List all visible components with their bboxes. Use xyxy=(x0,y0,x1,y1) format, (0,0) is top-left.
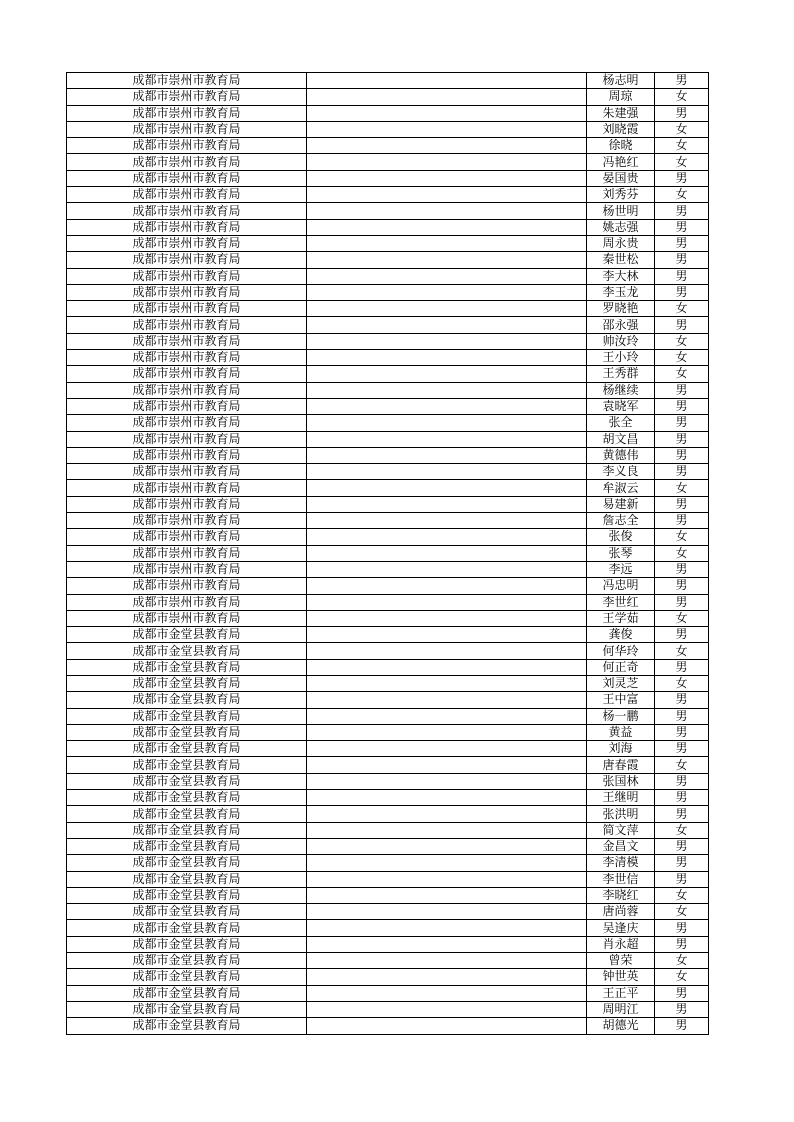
name-cell: 姚志强 xyxy=(587,219,655,235)
unit-cell: 成都市崇州市教育局 xyxy=(67,415,307,431)
unit-cell: 成都市崇州市教育局 xyxy=(67,578,307,594)
table-row xyxy=(67,170,709,186)
gender-cell: 男 xyxy=(655,773,709,789)
gender-cell: 女 xyxy=(655,154,709,170)
blank-cell xyxy=(307,252,587,268)
blank-cell xyxy=(307,317,587,333)
gender-cell: 女 xyxy=(655,529,709,545)
gender-cell: 女 xyxy=(655,138,709,154)
table-row xyxy=(67,121,709,137)
name-cell: 李玉龙 xyxy=(587,284,655,300)
gender-cell: 女 xyxy=(655,121,709,137)
table-row xyxy=(67,659,709,675)
name-cell: 周永贵 xyxy=(587,235,655,251)
table-row xyxy=(67,627,709,643)
gender-cell: 男 xyxy=(655,317,709,333)
table-row xyxy=(67,73,709,89)
table-row xyxy=(67,790,709,806)
gender-cell: 女 xyxy=(655,643,709,659)
gender-cell: 女 xyxy=(655,480,709,496)
blank-cell xyxy=(307,920,587,936)
name-cell: 张全 xyxy=(587,415,655,431)
blank-cell xyxy=(307,659,587,675)
table-row xyxy=(67,757,709,773)
table-row xyxy=(67,855,709,871)
gender-cell: 女 xyxy=(655,969,709,985)
blank-cell xyxy=(307,708,587,724)
unit-cell: 成都市金堂县教育局 xyxy=(67,741,307,757)
name-cell: 周明江 xyxy=(587,1001,655,1017)
table-row xyxy=(67,447,709,463)
table-row xyxy=(67,887,709,903)
table-row xyxy=(67,333,709,349)
blank-cell xyxy=(307,219,587,235)
unit-cell: 成都市崇州市教育局 xyxy=(67,89,307,105)
name-cell: 张俊 xyxy=(587,529,655,545)
blank-cell xyxy=(307,871,587,887)
blank-cell xyxy=(307,887,587,903)
unit-cell: 成都市金堂县教育局 xyxy=(67,920,307,936)
name-cell: 王中富 xyxy=(587,692,655,708)
name-cell: 黄德伟 xyxy=(587,447,655,463)
blank-cell xyxy=(307,953,587,969)
name-cell: 李远 xyxy=(587,561,655,577)
name-cell: 杨继续 xyxy=(587,382,655,398)
unit-cell: 成都市崇州市教育局 xyxy=(67,480,307,496)
name-cell: 王学茹 xyxy=(587,610,655,626)
unit-cell: 成都市金堂县教育局 xyxy=(67,757,307,773)
table-row xyxy=(67,398,709,414)
blank-cell xyxy=(307,838,587,854)
gender-cell: 女 xyxy=(655,822,709,838)
unit-cell: 成都市崇州市教育局 xyxy=(67,170,307,186)
unit-cell: 成都市金堂县教育局 xyxy=(67,708,307,724)
gender-cell: 男 xyxy=(655,170,709,186)
unit-cell: 成都市崇州市教育局 xyxy=(67,610,307,626)
table-row xyxy=(67,643,709,659)
blank-cell xyxy=(307,545,587,561)
blank-cell xyxy=(307,203,587,219)
blank-cell xyxy=(307,643,587,659)
table-row xyxy=(67,904,709,920)
gender-cell: 男 xyxy=(655,920,709,936)
name-cell: 刘灵芝 xyxy=(587,675,655,691)
name-cell: 黄益 xyxy=(587,724,655,740)
name-cell: 袁晓军 xyxy=(587,398,655,414)
unit-cell: 成都市崇州市教育局 xyxy=(67,268,307,284)
blank-cell xyxy=(307,1018,587,1034)
blank-cell xyxy=(307,806,587,822)
blank-cell xyxy=(307,936,587,952)
table-row xyxy=(67,561,709,577)
name-cell: 晏国贵 xyxy=(587,170,655,186)
name-cell: 杨志明 xyxy=(587,73,655,89)
table-row xyxy=(67,382,709,398)
gender-cell: 男 xyxy=(655,73,709,89)
name-cell: 金昌文 xyxy=(587,838,655,854)
gender-cell: 男 xyxy=(655,741,709,757)
name-cell: 唐尚蓉 xyxy=(587,904,655,920)
gender-cell: 男 xyxy=(655,447,709,463)
table-row xyxy=(67,138,709,154)
gender-cell: 女 xyxy=(655,953,709,969)
blank-cell xyxy=(307,561,587,577)
name-cell: 刘晓霞 xyxy=(587,121,655,137)
name-cell: 杨一鹏 xyxy=(587,708,655,724)
unit-cell: 成都市崇州市教育局 xyxy=(67,447,307,463)
unit-cell: 成都市金堂县教育局 xyxy=(67,936,307,952)
unit-cell: 成都市崇州市教育局 xyxy=(67,382,307,398)
name-cell: 周琼 xyxy=(587,89,655,105)
table-row xyxy=(67,936,709,952)
blank-cell xyxy=(307,692,587,708)
gender-cell: 男 xyxy=(655,513,709,529)
blank-cell xyxy=(307,366,587,382)
unit-cell: 成都市崇州市教育局 xyxy=(67,73,307,89)
gender-cell: 男 xyxy=(655,284,709,300)
table-row xyxy=(67,284,709,300)
unit-cell: 成都市崇州市教育局 xyxy=(67,219,307,235)
name-cell: 牟淑云 xyxy=(587,480,655,496)
name-cell: 王秀群 xyxy=(587,366,655,382)
name-cell: 唐春霞 xyxy=(587,757,655,773)
gender-cell: 男 xyxy=(655,561,709,577)
blank-cell xyxy=(307,594,587,610)
blank-cell xyxy=(307,138,587,154)
blank-cell xyxy=(307,301,587,317)
unit-cell: 成都市金堂县教育局 xyxy=(67,855,307,871)
blank-cell xyxy=(307,675,587,691)
gender-cell: 男 xyxy=(655,398,709,414)
roster-body xyxy=(67,73,709,1035)
blank-cell xyxy=(307,121,587,137)
table-row xyxy=(67,838,709,854)
name-cell: 李世信 xyxy=(587,871,655,887)
unit-cell: 成都市金堂县教育局 xyxy=(67,871,307,887)
unit-cell: 成都市金堂县教育局 xyxy=(67,806,307,822)
gender-cell: 男 xyxy=(655,708,709,724)
name-cell: 李晓红 xyxy=(587,887,655,903)
table-row xyxy=(67,317,709,333)
unit-cell: 成都市崇州市教育局 xyxy=(67,235,307,251)
blank-cell xyxy=(307,431,587,447)
unit-cell: 成都市金堂县教育局 xyxy=(67,1001,307,1017)
name-cell: 刘秀芬 xyxy=(587,187,655,203)
unit-cell: 成都市崇州市教育局 xyxy=(67,545,307,561)
blank-cell xyxy=(307,154,587,170)
unit-cell: 成都市金堂县教育局 xyxy=(67,887,307,903)
unit-cell: 成都市崇州市教育局 xyxy=(67,366,307,382)
blank-cell xyxy=(307,985,587,1001)
blank-cell xyxy=(307,480,587,496)
blank-cell xyxy=(307,89,587,105)
unit-cell: 成都市崇州市教育局 xyxy=(67,464,307,480)
name-cell: 王正平 xyxy=(587,985,655,1001)
table-row xyxy=(67,708,709,724)
gender-cell: 男 xyxy=(655,871,709,887)
table-row xyxy=(67,219,709,235)
name-cell: 张洪明 xyxy=(587,806,655,822)
unit-cell: 成都市崇州市教育局 xyxy=(67,284,307,300)
unit-cell: 成都市崇州市教育局 xyxy=(67,398,307,414)
name-cell: 何华玲 xyxy=(587,643,655,659)
table-row xyxy=(67,871,709,887)
table-row xyxy=(67,187,709,203)
unit-cell: 成都市崇州市教育局 xyxy=(67,529,307,545)
gender-cell: 女 xyxy=(655,887,709,903)
unit-cell: 成都市金堂县教育局 xyxy=(67,692,307,708)
table-row xyxy=(67,513,709,529)
blank-cell xyxy=(307,496,587,512)
blank-cell xyxy=(307,757,587,773)
blank-cell xyxy=(307,513,587,529)
name-cell: 冯艳红 xyxy=(587,154,655,170)
gender-cell: 男 xyxy=(655,496,709,512)
name-cell: 李大林 xyxy=(587,268,655,284)
name-cell: 曾荣 xyxy=(587,953,655,969)
name-cell: 吴逢庆 xyxy=(587,920,655,936)
blank-cell xyxy=(307,398,587,414)
blank-cell xyxy=(307,1001,587,1017)
table-row xyxy=(67,594,709,610)
unit-cell: 成都市崇州市教育局 xyxy=(67,561,307,577)
blank-cell xyxy=(307,464,587,480)
blank-cell xyxy=(307,170,587,186)
name-cell: 张琴 xyxy=(587,545,655,561)
table-row xyxy=(67,1018,709,1034)
gender-cell: 男 xyxy=(655,724,709,740)
blank-cell xyxy=(307,724,587,740)
unit-cell: 成都市金堂县教育局 xyxy=(67,904,307,920)
unit-cell: 成都市崇州市教育局 xyxy=(67,333,307,349)
name-cell: 简文萍 xyxy=(587,822,655,838)
name-cell: 胡文昌 xyxy=(587,431,655,447)
unit-cell: 成都市崇州市教育局 xyxy=(67,252,307,268)
name-cell: 秦世松 xyxy=(587,252,655,268)
table-row xyxy=(67,105,709,121)
gender-cell: 女 xyxy=(655,333,709,349)
unit-cell: 成都市金堂县教育局 xyxy=(67,724,307,740)
gender-cell: 男 xyxy=(655,1001,709,1017)
table-row xyxy=(67,529,709,545)
gender-cell: 女 xyxy=(655,301,709,317)
gender-cell: 男 xyxy=(655,105,709,121)
unit-cell: 成都市崇州市教育局 xyxy=(67,496,307,512)
name-cell: 李清模 xyxy=(587,855,655,871)
blank-cell xyxy=(307,415,587,431)
gender-cell: 男 xyxy=(655,627,709,643)
table-row xyxy=(67,985,709,1001)
blank-cell xyxy=(307,822,587,838)
gender-cell: 男 xyxy=(655,692,709,708)
blank-cell xyxy=(307,105,587,121)
table-row xyxy=(67,301,709,317)
name-cell: 胡德光 xyxy=(587,1018,655,1034)
unit-cell: 成都市金堂县教育局 xyxy=(67,969,307,985)
name-cell: 邵永强 xyxy=(587,317,655,333)
gender-cell: 女 xyxy=(655,366,709,382)
unit-cell: 成都市金堂县教育局 xyxy=(67,627,307,643)
gender-cell: 男 xyxy=(655,415,709,431)
blank-cell xyxy=(307,529,587,545)
name-cell: 龚俊 xyxy=(587,627,655,643)
unit-cell: 成都市崇州市教育局 xyxy=(67,350,307,366)
unit-cell: 成都市金堂县教育局 xyxy=(67,659,307,675)
blank-cell xyxy=(307,382,587,398)
gender-cell: 男 xyxy=(655,985,709,1001)
gender-cell: 男 xyxy=(655,252,709,268)
blank-cell xyxy=(307,610,587,626)
table-row xyxy=(67,724,709,740)
unit-cell: 成都市金堂县教育局 xyxy=(67,838,307,854)
name-cell: 罗晓艳 xyxy=(587,301,655,317)
blank-cell xyxy=(307,855,587,871)
unit-cell: 成都市崇州市教育局 xyxy=(67,187,307,203)
gender-cell: 男 xyxy=(655,382,709,398)
table-row xyxy=(67,235,709,251)
unit-cell: 成都市金堂县教育局 xyxy=(67,773,307,789)
gender-cell: 女 xyxy=(655,610,709,626)
gender-cell: 男 xyxy=(655,659,709,675)
blank-cell xyxy=(307,284,587,300)
gender-cell: 男 xyxy=(655,1018,709,1034)
blank-cell xyxy=(307,773,587,789)
name-cell: 詹志全 xyxy=(587,513,655,529)
table-row xyxy=(67,545,709,561)
gender-cell: 女 xyxy=(655,904,709,920)
unit-cell: 成都市崇州市教育局 xyxy=(67,121,307,137)
gender-cell: 男 xyxy=(655,578,709,594)
unit-cell: 成都市崇州市教育局 xyxy=(67,105,307,121)
blank-cell xyxy=(307,187,587,203)
unit-cell: 成都市金堂县教育局 xyxy=(67,953,307,969)
table-row xyxy=(67,154,709,170)
gender-cell: 女 xyxy=(655,757,709,773)
table-row xyxy=(67,480,709,496)
blank-cell xyxy=(307,73,587,89)
gender-cell: 女 xyxy=(655,89,709,105)
name-cell: 王继明 xyxy=(587,790,655,806)
blank-cell xyxy=(307,790,587,806)
table-row xyxy=(67,822,709,838)
unit-cell: 成都市金堂县教育局 xyxy=(67,790,307,806)
table-row xyxy=(67,692,709,708)
gender-cell: 男 xyxy=(655,219,709,235)
table-row xyxy=(67,578,709,594)
gender-cell: 男 xyxy=(655,235,709,251)
gender-cell: 男 xyxy=(655,806,709,822)
gender-cell: 女 xyxy=(655,350,709,366)
gender-cell: 男 xyxy=(655,790,709,806)
blank-cell xyxy=(307,235,587,251)
unit-cell: 成都市崇州市教育局 xyxy=(67,203,307,219)
table-row xyxy=(67,464,709,480)
gender-cell: 男 xyxy=(655,594,709,610)
blank-cell xyxy=(307,447,587,463)
name-cell: 冯忠明 xyxy=(587,578,655,594)
table-row xyxy=(67,268,709,284)
gender-cell: 男 xyxy=(655,268,709,284)
unit-cell: 成都市崇州市教育局 xyxy=(67,317,307,333)
unit-cell: 成都市崇州市教育局 xyxy=(67,154,307,170)
name-cell: 朱建强 xyxy=(587,105,655,121)
gender-cell: 女 xyxy=(655,675,709,691)
blank-cell xyxy=(307,350,587,366)
unit-cell: 成都市崇州市教育局 xyxy=(67,431,307,447)
unit-cell: 成都市金堂县教育局 xyxy=(67,643,307,659)
unit-cell: 成都市崇州市教育局 xyxy=(67,138,307,154)
gender-cell: 女 xyxy=(655,187,709,203)
gender-cell: 女 xyxy=(655,545,709,561)
table-row xyxy=(67,431,709,447)
unit-cell: 成都市金堂县教育局 xyxy=(67,985,307,1001)
table-row xyxy=(67,415,709,431)
name-cell: 帅汝玲 xyxy=(587,333,655,349)
blank-cell xyxy=(307,268,587,284)
name-cell: 李世红 xyxy=(587,594,655,610)
table-row xyxy=(67,741,709,757)
unit-cell: 成都市崇州市教育局 xyxy=(67,513,307,529)
table-row xyxy=(67,675,709,691)
blank-cell xyxy=(307,969,587,985)
table-row xyxy=(67,953,709,969)
name-cell: 刘海 xyxy=(587,741,655,757)
name-cell: 杨世明 xyxy=(587,203,655,219)
gender-cell: 男 xyxy=(655,855,709,871)
unit-cell: 成都市金堂县教育局 xyxy=(67,675,307,691)
blank-cell xyxy=(307,333,587,349)
blank-cell xyxy=(307,627,587,643)
table-row xyxy=(67,773,709,789)
table-row xyxy=(67,920,709,936)
name-cell: 李义良 xyxy=(587,464,655,480)
blank-cell xyxy=(307,741,587,757)
table-row xyxy=(67,203,709,219)
gender-cell: 男 xyxy=(655,464,709,480)
table-row xyxy=(67,496,709,512)
table-row xyxy=(67,350,709,366)
table-row xyxy=(67,252,709,268)
name-cell: 易建新 xyxy=(587,496,655,512)
blank-cell xyxy=(307,578,587,594)
gender-cell: 男 xyxy=(655,203,709,219)
name-cell: 何正奇 xyxy=(587,659,655,675)
table-row xyxy=(67,366,709,382)
roster-table xyxy=(66,72,709,1035)
name-cell: 王小玲 xyxy=(587,350,655,366)
gender-cell: 男 xyxy=(655,838,709,854)
table-row xyxy=(67,969,709,985)
unit-cell: 成都市金堂县教育局 xyxy=(67,1018,307,1034)
name-cell: 肖永超 xyxy=(587,936,655,952)
name-cell: 徐晓 xyxy=(587,138,655,154)
table-row xyxy=(67,806,709,822)
unit-cell: 成都市崇州市教育局 xyxy=(67,594,307,610)
name-cell: 张国林 xyxy=(587,773,655,789)
unit-cell: 成都市金堂县教育局 xyxy=(67,822,307,838)
name-cell: 钟世英 xyxy=(587,969,655,985)
blank-cell xyxy=(307,904,587,920)
unit-cell: 成都市崇州市教育局 xyxy=(67,301,307,317)
gender-cell: 男 xyxy=(655,431,709,447)
table-row xyxy=(67,89,709,105)
gender-cell: 男 xyxy=(655,936,709,952)
table-row xyxy=(67,610,709,626)
table-row xyxy=(67,1001,709,1017)
